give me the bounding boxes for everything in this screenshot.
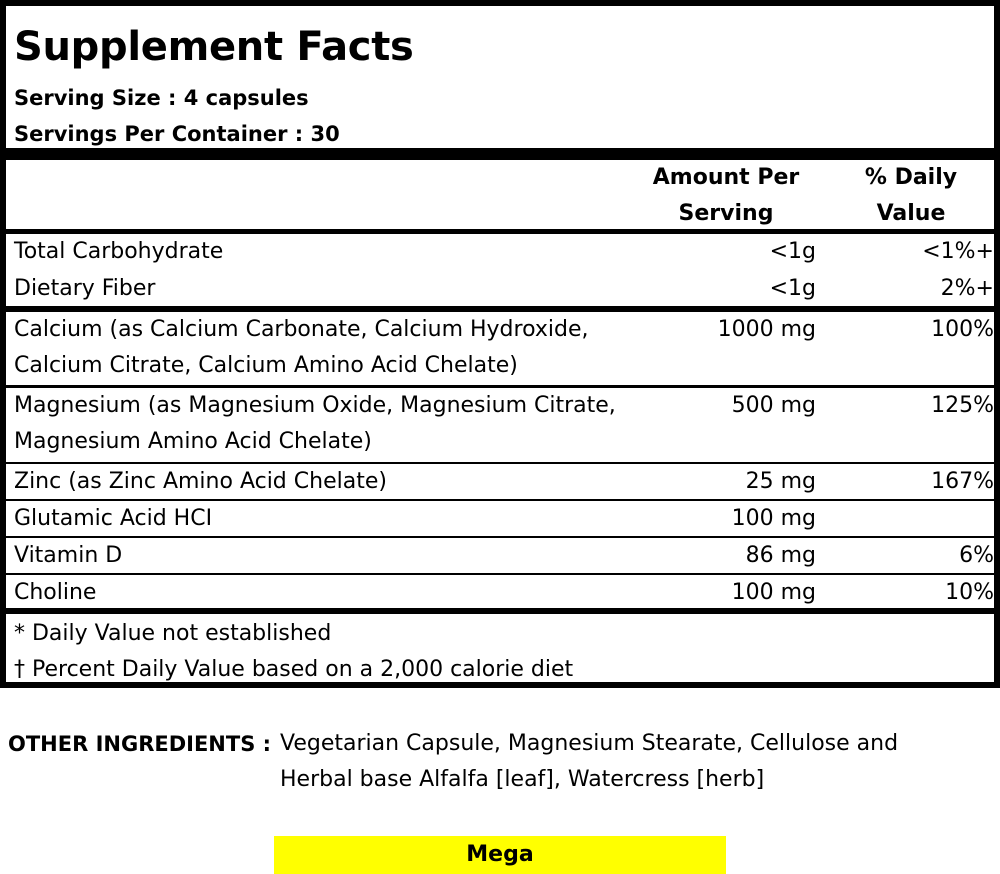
- serving-size: Serving Size : 4 capsules: [14, 86, 309, 110]
- table-row: [6, 538, 994, 574]
- nutrient-daily-value: <1%+: [922, 239, 994, 264]
- nutrient-daily-value: 6%: [959, 543, 994, 568]
- footnote-daily-value: * Daily Value not established: [14, 621, 332, 646]
- nutrient-name: Glutamic Acid HCI: [14, 506, 213, 531]
- panel-title: Supplement Facts: [14, 24, 414, 70]
- table-row: [6, 234, 994, 270]
- nutrient-amount: 100 mg: [731, 506, 816, 531]
- nutrient-name: Magnesium (as Magnesium Oxide, Magnesium Citrate, Magnesium Amino Acid Chelate): [14, 393, 616, 454]
- product-badge: Mega: [274, 836, 726, 874]
- amount-column-header: Amount Per Serving: [652, 165, 800, 226]
- nutrient-name: Vitamin D: [14, 543, 123, 568]
- footnote-divider: [6, 608, 994, 614]
- nutrient-amount: 25 mg: [745, 469, 816, 494]
- nutrient-daily-value: 10%: [945, 580, 994, 605]
- nutrient-name: Choline: [14, 580, 97, 605]
- servings-per-container: Servings Per Container : 30: [14, 122, 340, 146]
- nutrient-daily-value: 125%: [931, 393, 994, 418]
- other-ingredients-label: OTHER INGREDIENTS :: [8, 732, 272, 756]
- nutrient-amount: <1g: [769, 276, 816, 301]
- table-row: [6, 312, 994, 384]
- nutrient-daily-value: 100%: [931, 317, 994, 342]
- nutrient-daily-value: 2%+: [940, 276, 994, 301]
- nutrient-amount: 1000 mg: [717, 317, 816, 342]
- table-row: [6, 388, 994, 460]
- footnote-percent-daily-value: † Percent Daily Value based on a 2,000 calorie diet: [14, 657, 574, 682]
- daily-value-column-header: % Daily Value: [864, 165, 958, 226]
- nutrient-amount: 100 mg: [731, 580, 816, 605]
- nutrient-name: Total Carbohydrate: [14, 239, 224, 264]
- table-row: [6, 464, 994, 500]
- table-row: [6, 271, 994, 307]
- nutrient-amount: 500 mg: [731, 393, 816, 418]
- nutrient-daily-value: 167%: [931, 469, 994, 494]
- other-ingredients-text: Vegetarian Capsule, Magnesium Stearate, Cellulose and Herbal base Alfalfa [leaf], Watercress [herb]: [280, 731, 899, 792]
- table-row: [6, 575, 994, 611]
- nutrient-name: Dietary Fiber: [14, 276, 156, 301]
- nutrient-name: Calcium (as Calcium Carbonate, Calcium Hydroxide, Calcium Citrate, Calcium Amino Acid Chelate): [14, 317, 589, 378]
- nutrient-amount: 86 mg: [745, 543, 816, 568]
- nutrient-amount: <1g: [769, 239, 816, 264]
- table-row: [6, 501, 994, 537]
- nutrient-name: Zinc (as Zinc Amino Acid Chelate): [14, 469, 387, 494]
- thick-divider: [6, 148, 994, 160]
